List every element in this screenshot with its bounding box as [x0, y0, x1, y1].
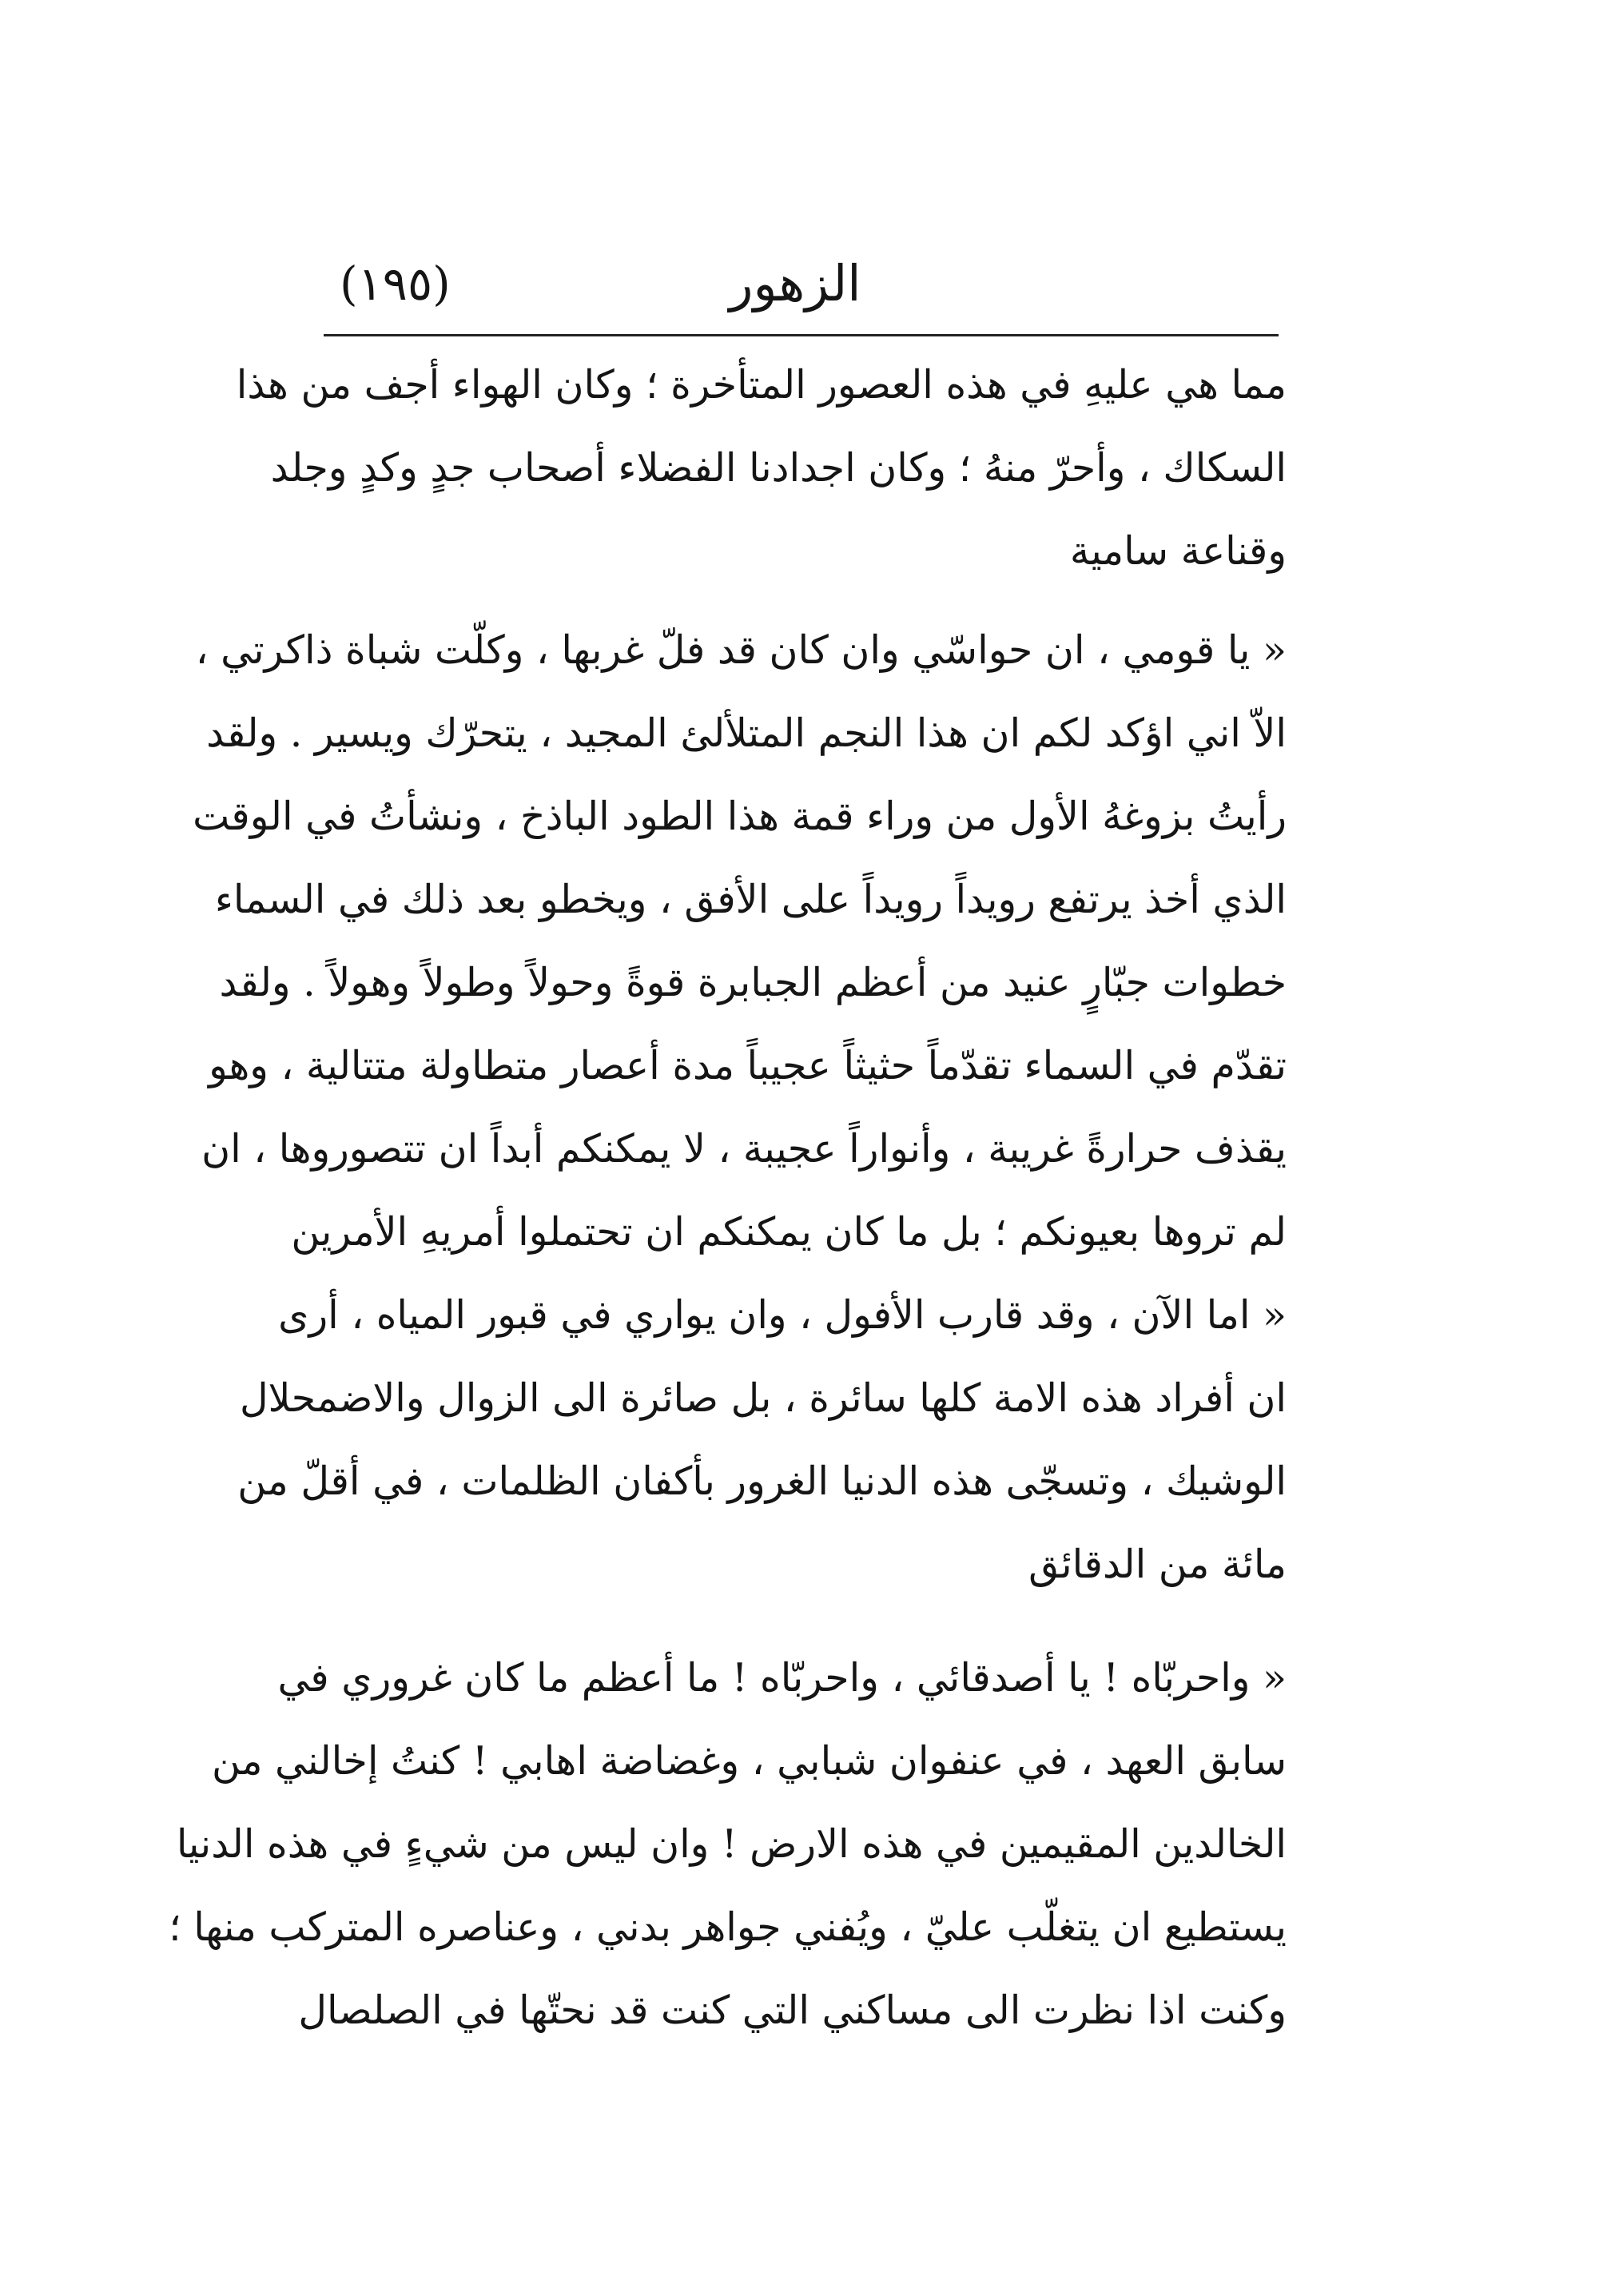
- text-line: الذي أخذ يرتفع رويداً رويداً على الأفق ، ويخطو بعد ذلك في السماء: [214, 877, 1287, 922]
- text-line: رأيتُ بزوغهُ الأول من وراء قمة هذا الطود الباذخ ، ونشأتُ في الوقت: [193, 794, 1287, 839]
- text-line: يستطيع ان يتغلّب عليّ ، ويُفني جواهر بدني ، وعناصره المتركب منها ؛: [169, 1904, 1287, 1950]
- text-line: « واحربّاه ! يا أصدقائي ، واحربّاه ! ما أعظم ما كان غروري في: [277, 1655, 1287, 1701]
- text-line: ان أفراد هذه الامة كلها سائرة ، بل صائرة الى الزوال والاضمحلال: [239, 1375, 1287, 1421]
- text-line: مما هي عليهِ في هذه العصور المتأخرة ؛ وكان الهواء أجف من هذا: [236, 362, 1287, 408]
- text-line: الاّ اني اؤكد لكم ان هذا النجم المتلألئ المجيد ، يتحرّك ويسير . ولقد: [206, 710, 1287, 756]
- header-rule: [324, 334, 1279, 336]
- text-line: سابق العهد ، في عنفوان شبابي ، وغضاضة اهابي ! كنتُ إخالني من: [211, 1738, 1287, 1784]
- page-body: [169, 344, 1287, 2052]
- text-line: مائة من الدقائق: [1028, 1542, 1287, 1587]
- text-line: السكاك ، وأحرّ منهُ ؛ وكان اجدادنا الفضلاء أصحاب جدٍ وكدٍ وجلد: [270, 445, 1287, 491]
- page-header: [324, 248, 1279, 344]
- text-line: وكنت اذا نظرت الى مساكني التي كنت قد نحتّها في الصلصال: [298, 1988, 1287, 2033]
- text-line: يقذف حرارةً غريبة ، وأنواراً عجيبة ، لا يمكنكم أبداً ان تتصوروها ، ان: [201, 1126, 1287, 1172]
- text-line: لم تروها بعيونكم ؛ بل ما كان يمكنكم ان تحتملوا أمريهِ الأمرين: [291, 1209, 1287, 1255]
- text-line: « يا قومي ، ان حواسّي وان كان قد فلّ غربها ، وكلّت شباة ذاكرتي ،: [195, 627, 1287, 673]
- page-number: (١٩٥): [340, 257, 451, 311]
- text-line: وقناعة سامية: [1069, 528, 1287, 574]
- paragraph-gap: [316, 1606, 1287, 1637]
- text-line: الخالدين المقيمين في هذه الارض ! وان ليس من شيءٍ في هذه الدنيا: [176, 1821, 1287, 1867]
- text-line: تقدّم في السماء تقدّماً حثيثاً عجيباً مدة أعصار متطاولة متتالية ، وهو: [209, 1043, 1287, 1088]
- text-line: الوشيك ، وتسجّى هذه الدنيا الغرور بأكفان الظلمات ، في أقلّ من: [237, 1458, 1287, 1504]
- text-line: خطوات جبّارٍ عنيد من أعظم الجبابرة قوةً وحولاً وطولاً وهولاً . ولقد: [219, 960, 1287, 1005]
- running-title: الزهور: [729, 254, 861, 312]
- text-line: « اما الآن ، وقد قارب الأفول ، وان يواري في قبور المياه ، أرى: [278, 1292, 1287, 1338]
- paragraph-gap: [316, 593, 1287, 609]
